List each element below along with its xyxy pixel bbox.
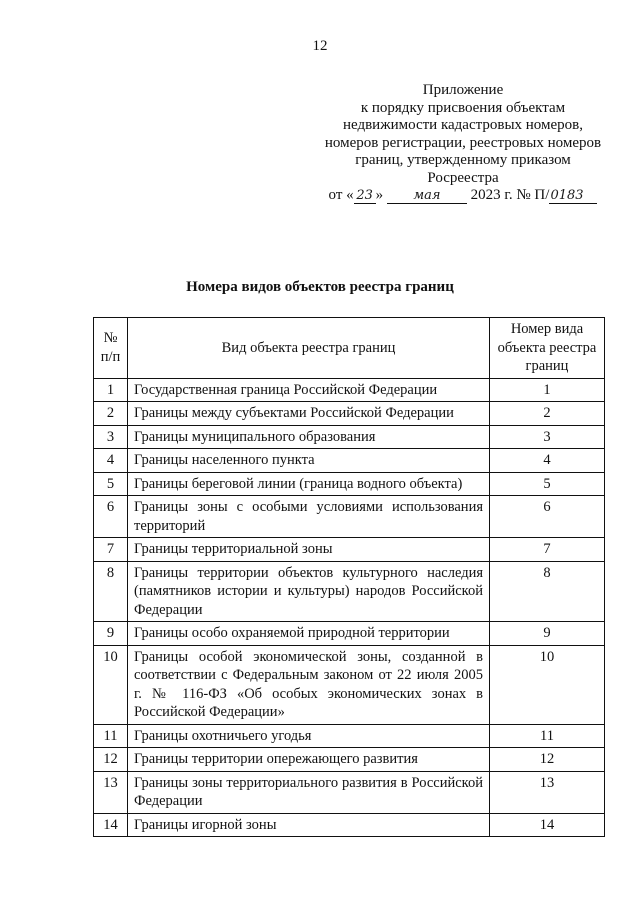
- row-num: 13: [94, 771, 128, 813]
- row-name: Границы территории опережающего развития: [128, 748, 490, 772]
- handwritten-day: 23: [354, 189, 376, 204]
- order-prefix: от «: [328, 187, 354, 203]
- row-num: 4: [94, 449, 128, 473]
- appendix-line: недвижимости кадастровых номеров,: [342, 117, 583, 133]
- row-name: Границы охотничьего угодья: [128, 724, 490, 748]
- order-reference: [318, 187, 608, 205]
- appendix-block: [318, 82, 608, 205]
- header-num: № п/п: [94, 318, 128, 379]
- appendix-line: к порядку присвоения объектам: [360, 99, 566, 116]
- row-name: Государственная граница Российской Федерации: [128, 378, 490, 402]
- row-name: Границы между субъектами Российской Федерации: [128, 402, 490, 426]
- row-code: 9: [490, 622, 605, 646]
- row-name: Границы зоны территориального развития в Российской Федерации: [128, 771, 490, 813]
- row-name: Границы территории объектов культурного наследия (памятников истории и культуры) народов Российской Федерации: [128, 561, 490, 622]
- table-row: [94, 402, 605, 426]
- row-num: 8: [94, 561, 128, 622]
- row-code: 8: [490, 561, 605, 622]
- row-code: 12: [490, 748, 605, 772]
- table-row: [94, 449, 605, 473]
- row-code: 1: [490, 378, 605, 402]
- table-row: [94, 622, 605, 646]
- row-num: 7: [94, 538, 128, 562]
- table-row: [94, 472, 605, 496]
- header-name: Вид объекта реестра границ: [128, 318, 490, 379]
- row-code: 5: [490, 472, 605, 496]
- row-code: 6: [490, 496, 605, 538]
- row-name: Границы игорной зоны: [128, 813, 490, 837]
- table-row: [94, 724, 605, 748]
- document-title: Номера видов объектов реестра границ: [186, 279, 454, 295]
- row-num: 2: [94, 402, 128, 426]
- row-code: 4: [490, 449, 605, 473]
- table-row: [94, 561, 605, 622]
- row-num: 3: [94, 425, 128, 449]
- row-name: Границы береговой линии (граница водного объекта): [128, 472, 490, 496]
- row-num: 12: [94, 748, 128, 772]
- appendix-line: Росреестра: [427, 169, 499, 186]
- row-num: 9: [94, 622, 128, 646]
- row-code: 13: [490, 771, 605, 813]
- row-name: Границы населенного пункта: [128, 449, 490, 473]
- order-quote-close: »: [375, 187, 384, 203]
- order-year-text: 2023 г. № П/: [470, 187, 550, 203]
- row-code: 11: [490, 724, 605, 748]
- table-row: [94, 425, 605, 449]
- header-code: Номер вида объекта реестра границ: [490, 318, 605, 379]
- row-name: Границы муниципального образования: [128, 425, 490, 449]
- row-num: 10: [94, 645, 128, 724]
- appendix-line: границ, утвержденному приказом: [355, 152, 571, 168]
- table-row: [94, 378, 605, 402]
- row-num: 1: [94, 378, 128, 402]
- row-num: 5: [94, 472, 128, 496]
- row-code: 2: [490, 402, 605, 426]
- row-code: 3: [490, 425, 605, 449]
- appendix-line: номеров регистрации, реестровых номеров: [324, 134, 602, 151]
- table-row: [94, 496, 605, 538]
- table-header-row: [94, 318, 605, 379]
- table-row: [94, 771, 605, 813]
- table-row: [94, 748, 605, 772]
- handwritten-month: мая: [387, 189, 467, 204]
- appendix-line: Приложение: [422, 82, 504, 98]
- row-name: Границы территориальной зоны: [128, 538, 490, 562]
- table-row: [94, 813, 605, 837]
- row-code: 14: [490, 813, 605, 837]
- row-num: 11: [94, 724, 128, 748]
- page-number: 12: [312, 38, 328, 54]
- row-name: Границы особо охраняемой природной территории: [128, 622, 490, 646]
- row-code: 7: [490, 538, 605, 562]
- row-code: 10: [490, 645, 605, 724]
- registry-table: [93, 317, 605, 837]
- handwritten-order-number: 0183: [549, 189, 597, 204]
- row-name: Границы зоны с особыми условиями использования территорий: [128, 496, 490, 538]
- row-num: 14: [94, 813, 128, 837]
- row-name: Границы особой экономической зоны, созданной в соответствии с Федеральным законом от 22 июля 2005 г. № 116-ФЗ «Об особых экономических зонах в Российской Федерации»: [128, 645, 490, 724]
- table-row: [94, 645, 605, 724]
- table-row: [94, 538, 605, 562]
- row-num: 6: [94, 496, 128, 538]
